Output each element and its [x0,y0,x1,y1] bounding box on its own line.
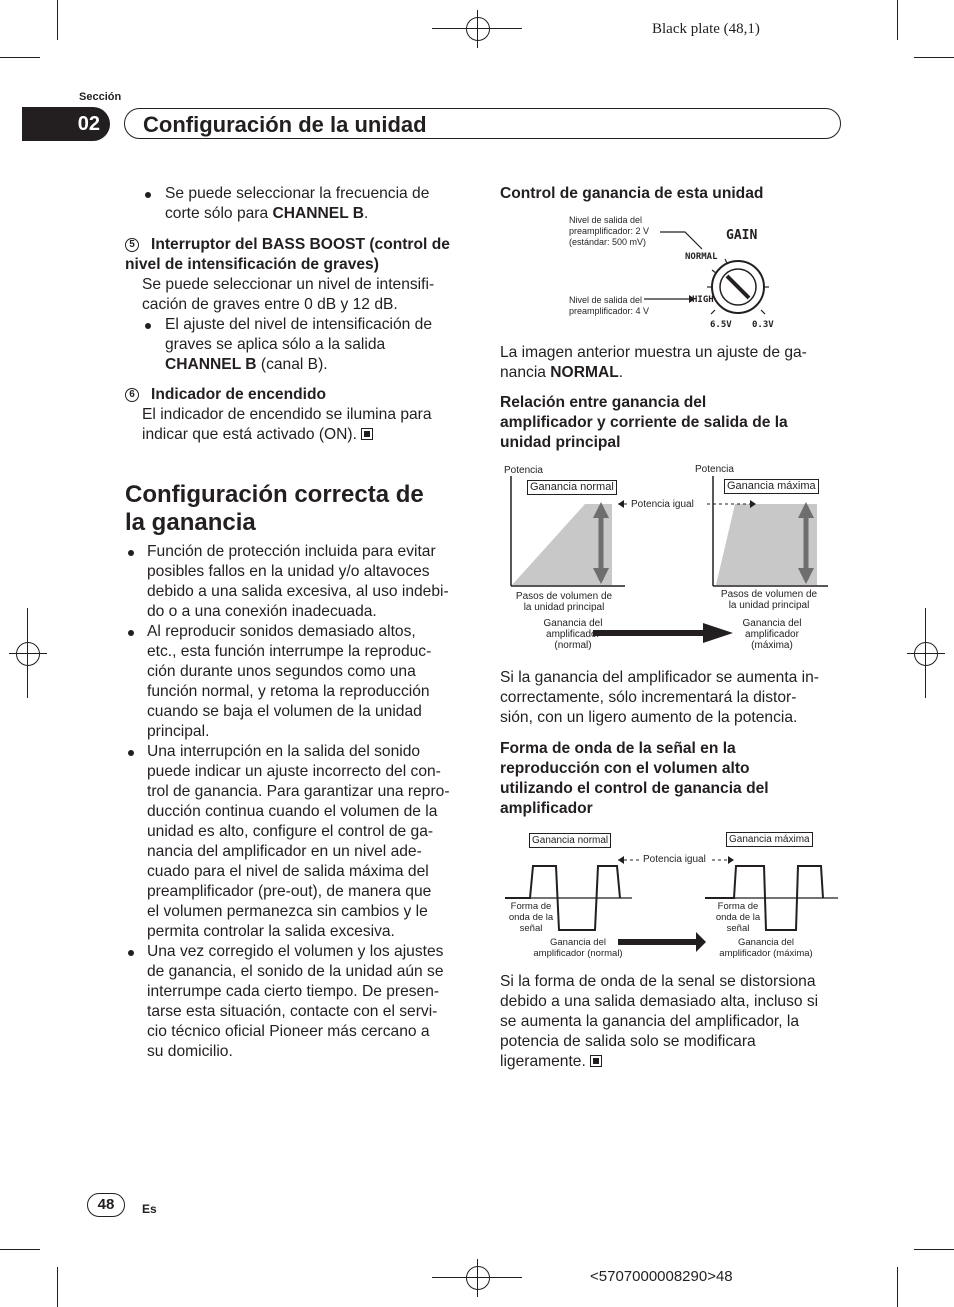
heading-gain-relation: Relación entre ganancia del amplificador y corriente de salida de la unidad principal [500,394,788,451]
list-item-line: cuado para el nivel de salida máxima del [147,863,429,880]
crop-mark [914,1249,954,1250]
min-voltage-label: 6.5V [710,320,732,330]
list-item-line: debido a una salida excesiva, al uso indebi- [147,583,449,600]
circled-number-icon: 5 [125,238,139,252]
label-waveform: Forma de onda de la señal [715,901,761,934]
axis-label-power: Potencia [504,465,543,476]
heading-gain-setup: Configuración correcta de la ganancia [125,481,424,536]
bullet-icon [128,550,134,556]
list-item [125,542,470,622]
caption-normal: Ganancia del amplificador (normal) [533,937,623,959]
list-item-line: de ganancia, el sonido de la unidad aún se [147,963,444,980]
list-item-line: nancia del amplificador en un nivel ade- [147,843,422,860]
list-item-line: el volumen permanezca sin cambios y le [147,903,428,920]
gain-control-figure: Nivel de salida del preamplificador: 2 V (estándar: 500 mV) Nivel de salida del preamplificador: 4 V GAIN NORMAL HIGH 6.5V 0.3V [565,212,780,337]
list-item-line: trol de ganancia. Para garantizar una repro- [147,783,450,800]
bullet-icon [145,323,151,329]
end-mark-icon [361,428,373,440]
max-voltage-label: 0.3V [752,320,774,330]
list-item-line: Una interrupción en la salida del sonido [147,743,421,760]
section-title: Configuración de la unidad [124,108,841,139]
list-item [125,622,470,742]
plate-label: Black plate (48,1) [652,21,760,37]
page-number: 48 [87,1193,125,1217]
section-label: Sección [79,91,122,103]
caption-max: Ganancia del amplificador (máxima) [742,618,802,651]
document-code: <5707000008290>48 [590,1268,733,1285]
crop-mark [57,1267,58,1307]
waveform-text: Si la forma de onda de la senal se distorsiona debido a una salida demasiado alta, incluso si se aumenta la ganancia del amplificador, la potencia de salida solo se modificara ligeramente. [500,973,819,1070]
left-column [125,184,470,224]
bullet-icon [128,750,134,756]
item-5: 5 Interruptor del BASS BOOST (control de nivel de intensificación de graves) Se puede seleccionar un nivel de intensifi- cación de graves entre 0 dB y 12 dB. El ajuste del nivel de intensificación de graves se aplica sólo a la salida CHANNEL B (canal B). [125,235,470,375]
list-item-line: Al reproducir sonidos demasiado altos, [147,623,416,640]
label-normal-gain: Ganancia normal [529,833,611,848]
list-item [125,742,470,942]
list-item-line: función normal, y retoma la reproducción [147,683,430,700]
list-item-line: su domicilio. [147,1043,233,1060]
bullet-icon [128,630,134,636]
list-item: El ajuste del nivel de intensificación de graves se aplica sólo a la salida CHANNEL B (canal B). [125,315,470,375]
bullet-icon [145,192,151,198]
crop-mark [57,0,58,40]
label-max-gain: Ganancia máxima [726,832,813,847]
gain-label: GAIN [726,228,758,243]
gain-relation-figure [500,462,845,657]
high-label: HIGH [692,295,714,305]
label-equal-power: Potencia igual [643,854,706,865]
list-item-line: preamplificador (pre-out), de manera que [147,883,432,900]
crop-mark [0,57,40,58]
list-item-line: interrumpe cada cierto tiempo. De presen- [147,983,440,1000]
list-item-line: ducción continua cuando el volumen de la [147,803,438,820]
bullet-icon [128,950,134,956]
label-max-gain: Ganancia máxima [724,479,819,494]
caption-normal: Ganancia del amplificador (normal) [543,618,603,651]
section-number: 02 [22,107,110,141]
list-item-line: Función de protección incluida para evitar [147,543,436,560]
list-item-line: posibles fallos en la unidad y/o altavoces [147,563,430,580]
label-waveform: Forma de onda de la señal [508,901,554,934]
list-item-line: unidad es alto, configure el control de ga- [147,823,434,840]
list-item-line: do o a una conexión inadecuada. [147,603,377,620]
gain-caption: La imagen anterior muestra un ajuste de ga- nancia NORMAL. [500,344,807,381]
list-item-line: tarse esta situación, contacte con el servi- [147,1003,438,1020]
list-item-line: cio técnico oficial Pioneer más cercano a [147,1023,430,1040]
crop-mark [897,0,898,40]
circled-number-icon: 6 [125,388,139,402]
list-item-line: Una vez corregido el volumen y los ajustes [147,943,444,960]
gain-relation-text: Si la ganancia del amplificador se aumenta in- correctamente, sólo incrementará la distor- sión, con un ligero aumento de la potencia. [500,669,819,726]
crop-mark [897,1267,898,1307]
list-item-line: etc., esta función interrumpe la reproduc- [147,643,432,660]
axis-label-power: Potencia [695,464,734,475]
axis-label-volume: Pasos de volumen de la unidad principal [720,589,818,611]
heading-gain-control: Control de ganancia de esta unidad [500,185,764,202]
crop-mark [914,57,954,58]
list-item-line: cuando se baja el volumen de la unidad [147,703,422,720]
language-code: Es [142,1202,157,1216]
list-item [125,942,470,1062]
end-mark-icon [590,1055,602,1067]
label-normal-gain: Ganancia normal [527,480,617,495]
normal-label: NORMAL [685,252,718,262]
crop-mark [0,1249,40,1250]
axis-label-volume: Pasos de volumen de la unidad principal [515,591,613,613]
list-item-line: principal. [147,723,210,740]
item-6: 6 Indicador de encendido El indicador de encendido se ilumina para indicar que está activado (ON). [125,385,470,445]
list-item-line: permita controlar la salida excesiva. [147,923,395,940]
list-item-line: ción durante unos segundos como una [147,663,416,680]
list-item-line: puede indicar un ajuste incorrecto del con- [147,763,441,780]
protection-list [125,542,470,1062]
heading-waveform: Forma de onda de la señal en la reproducción con el volumen alto utilizando el control de ganancia del amplificador [500,740,769,817]
list-item: Se puede seleccionar la frecuencia de corte sólo para CHANNEL B. [165,185,430,222]
waveform-figure [500,826,845,961]
caption-max: Ganancia del amplificador (máxima) [719,937,813,959]
label-equal-power: Potencia igual [631,499,694,510]
